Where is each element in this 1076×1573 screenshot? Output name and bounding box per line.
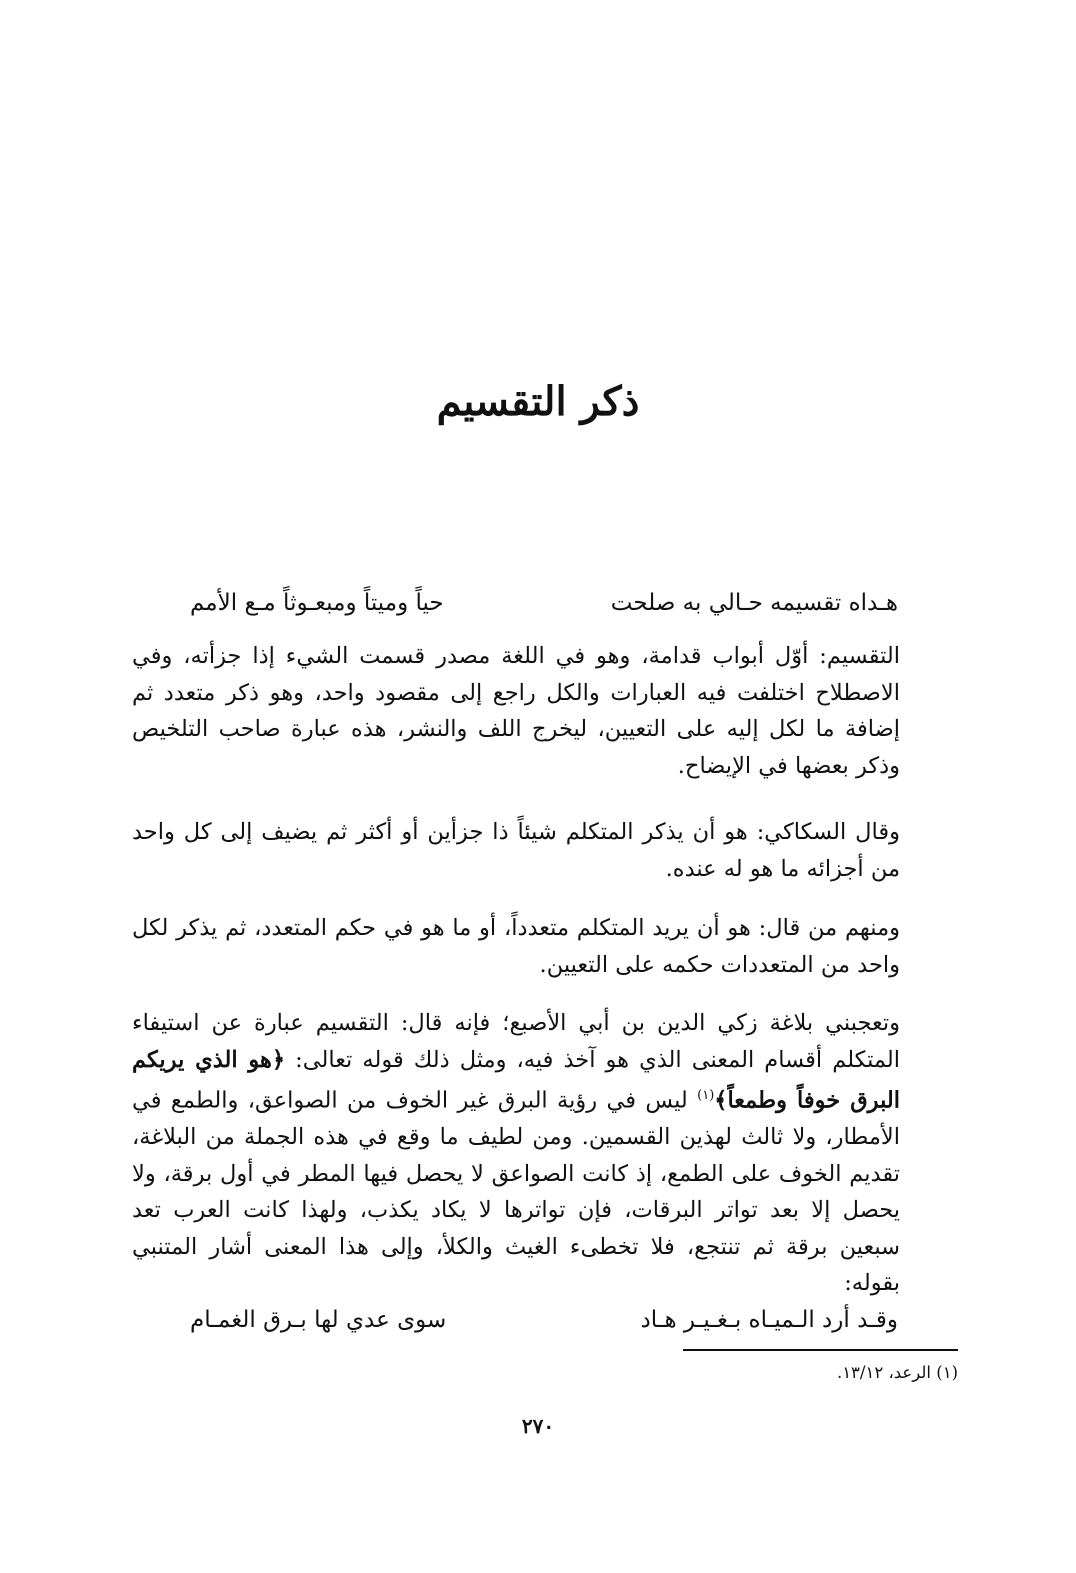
verse-2-first-hemistich: وقـد أرد الـميـاه بـغـيـر هـاد: [640, 1307, 898, 1333]
verse-1-second-hemistich: حياً وميتاً ومبعـوثاً مـع الأمم: [190, 590, 444, 616]
paragraph-ibn-abi-al-isba: [132, 1005, 900, 1302]
paragraph-4-intro: وتعجبني بلاغة زكي الدين بن أبي الأصبع؛ فإنه قال: التقسيم عبارة عن استيفاء المتكلم أقسام المعنى الذي هو آخذ فيه، ومثل ذلك قوله تعالى:: [132, 1010, 900, 1073]
page-number: ٢٧٠: [521, 1414, 555, 1438]
verse-2-second-hemistich: سوى عدي لها بـرق الغمـام: [190, 1307, 447, 1333]
footnote: (١) الرعد، ١٣/١٢.: [836, 1363, 958, 1382]
footnote-divider: [683, 1349, 958, 1351]
verse-1-first-hemistich: هـداه تقسيمه حـالي به صلحت: [610, 590, 898, 616]
poetry-verse-1: [150, 583, 898, 623]
poetry-verse-2: [150, 1300, 898, 1340]
paragraph-4-continuation: ليس في رؤية البرق غير الخوف من الصواعق، والطمع في الأمطار، ولا ثالث لهذين القسمين. ومن لطيف ما وقع في هذه الجملة من البلاغة، تقديم الخوف على الطمع، إذ كانت الصواعق لا يحصل فيها المطر في أول برقة، ولا يحصل إلا بعد تواتر البرقات، فإن تواترها لا يكاد يكذب، ولهذا كانت العرب تعد سبعين برقة ثم تنتجع، فلا تخطىء الغيث والكلأ، وإلى هذا المعنى أشار المتنبي بقوله:: [132, 1087, 900, 1296]
chapter-title: ذكر التقسيم: [436, 378, 640, 425]
footnote-reference: (١): [697, 1088, 715, 1103]
paragraph-sakkaki: وقال السكاكي: هو أن يذكر المتكلم شيئاً ذا جزأين أو أكثر ثم يضيف إلى كل واحد من أجزائه ما هو له عنده.: [132, 819, 900, 882]
paragraph-definition: التقسيم: أوّل أبواب قدامة، وهو في اللغة مصدر قسمت الشيء إذا جزأته، وفي الاصطلاح اختلفت فيه العبارات والكل راجع إلى مقصود واحد، وهو ذكر متعدد ثم إضافة ما لكل إليه على التعيين، ليخرج اللف والنشر، هذه عبارة صاحب التلخيص وذكر بعضها في الإيضاح.: [132, 643, 900, 779]
paragraph-other-view: ومنهم من قال: هو أن يريد المتكلم متعدداً، أو ما هو في حكم المتعدد، ثم يذكر لكل واحد من المتعددات حكمه على التعيين.: [132, 915, 900, 978]
quran-quote: ﴿هو الذي يريكم البرق خوفاً وطمعاً﴾: [132, 1046, 900, 1114]
